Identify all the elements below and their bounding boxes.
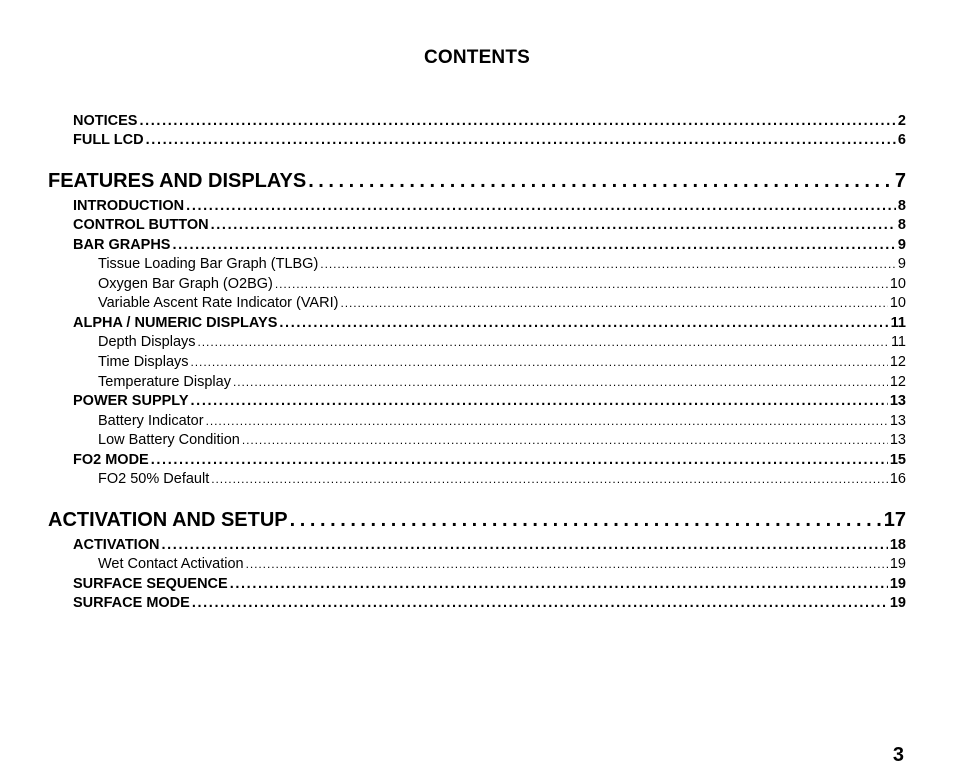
toc-entry-label: POWER SUPPLY — [73, 393, 189, 409]
dot-leader — [198, 335, 889, 349]
toc-section-label: FEATURES AND DISPLAYS — [48, 170, 307, 192]
toc-subentry-label: Time Displays — [98, 354, 189, 370]
toc-entry[interactable] — [73, 537, 906, 556]
dot-leader — [186, 198, 896, 214]
dot-leader — [275, 277, 888, 291]
dot-leader — [233, 375, 888, 389]
toc-subentry-page: 13 — [889, 413, 906, 429]
toc-entry-page: 2 — [897, 113, 906, 129]
toc-entry[interactable] — [73, 452, 906, 471]
toc-entry-label: BAR GRAPHS — [73, 237, 171, 253]
toc-subentry-label: Oxygen Bar Graph (O2BG) — [98, 276, 273, 292]
toc-entry[interactable] — [73, 217, 906, 236]
toc-entry-page: 8 — [897, 198, 906, 214]
dot-leader — [139, 113, 895, 129]
toc-subentry[interactable] — [98, 432, 906, 451]
dot-leader — [242, 433, 888, 447]
toc-entry-page: 13 — [889, 393, 906, 409]
toc-subentry-page: 11 — [890, 334, 906, 350]
toc-subentry-page: 13 — [889, 432, 906, 448]
dot-leader — [320, 257, 896, 271]
toc-entry[interactable] — [73, 132, 906, 151]
dot-leader — [172, 237, 895, 253]
toc-entry[interactable] — [73, 315, 906, 334]
toc-subentry[interactable] — [98, 295, 906, 314]
toc-section-label: ACTIVATION AND SETUP — [48, 509, 288, 531]
toc-section[interactable] — [48, 509, 906, 535]
dot-leader — [161, 537, 887, 553]
toc-subentry-page: 19 — [889, 556, 906, 572]
toc-subentry-page: 9 — [897, 256, 906, 272]
toc-entry[interactable] — [73, 393, 906, 412]
toc-entry-label: ACTIVATION — [73, 537, 160, 553]
toc-entry-page: 19 — [889, 576, 906, 592]
toc-entry-page: 8 — [897, 217, 906, 233]
toc-entry-label: NOTICES — [73, 113, 138, 129]
dot-leader — [211, 217, 896, 233]
dot-leader — [206, 414, 888, 428]
toc-section[interactable] — [48, 170, 906, 196]
toc-entry-label: FO2 MODE — [73, 452, 149, 468]
dot-leader — [146, 132, 896, 148]
toc-subentry-label: Tissue Loading Bar Graph (TLBG) — [98, 256, 319, 272]
toc-entry-page: 18 — [889, 537, 906, 553]
toc-subentry[interactable] — [98, 276, 906, 295]
toc-subentry[interactable] — [98, 413, 906, 432]
toc-entry-label: INTRODUCTION — [73, 198, 185, 214]
dot-leader — [279, 315, 888, 331]
toc-entry[interactable] — [73, 576, 906, 595]
dot-leader — [230, 576, 888, 592]
toc-subentry[interactable] — [98, 556, 906, 575]
toc-subentry-page: 12 — [889, 374, 906, 390]
dot-leader — [191, 393, 888, 409]
toc-section-page: 7 — [894, 170, 906, 192]
toc-entry[interactable] — [73, 198, 906, 217]
toc-subentry-page: 10 — [889, 276, 906, 292]
dot-leader — [211, 472, 888, 486]
toc-entry-label: SURFACE SEQUENCE — [73, 576, 228, 592]
toc-entry-label: ALPHA / NUMERIC DISPLAYS — [73, 315, 278, 331]
toc-subentry-label: Low Battery Condition — [98, 432, 240, 448]
toc-subentry-label: Variable Ascent Rate Indicator (VARI) — [98, 295, 339, 311]
dot-leader — [340, 296, 887, 310]
toc-entry[interactable] — [73, 595, 906, 614]
toc-section-page: 17 — [883, 509, 906, 531]
toc-subentry-page: 16 — [889, 471, 906, 487]
page-number: 3 — [892, 744, 904, 766]
toc-entry-page: 15 — [889, 452, 906, 468]
toc-subentry-label: Wet Contact Activation — [98, 556, 244, 572]
toc-entry-page: 9 — [897, 237, 906, 253]
toc-subentry-label: Temperature Display — [98, 374, 231, 390]
dot-leader — [308, 170, 893, 193]
page-title: CONTENTS — [423, 47, 531, 68]
toc-entry-label: FULL LCD — [73, 132, 144, 148]
toc-entry-label: CONTROL BUTTON — [73, 217, 209, 233]
toc-entry-page: 19 — [889, 595, 906, 611]
dot-leader — [191, 355, 888, 369]
toc-entry[interactable] — [73, 113, 906, 132]
dot-leader — [246, 557, 888, 571]
toc-entry-page: 11 — [890, 315, 906, 331]
toc-entry-page: 6 — [897, 132, 906, 148]
toc-entry[interactable] — [73, 237, 906, 256]
dot-leader — [151, 452, 888, 468]
toc-entry-label: SURFACE MODE — [73, 595, 190, 611]
toc-subentry-label: FO2 50% Default — [98, 471, 210, 487]
toc-subentry-label: Depth Displays — [98, 334, 196, 350]
toc-subentry[interactable] — [98, 354, 906, 373]
toc-subentry-page: 12 — [889, 354, 906, 370]
toc-subentry-page: 10 — [889, 295, 906, 311]
toc-subentry[interactable] — [98, 334, 906, 353]
toc-subentry[interactable] — [98, 256, 906, 275]
dot-leader — [192, 595, 888, 611]
toc-subentry[interactable] — [98, 374, 906, 393]
toc-subentry-label: Battery Indicator — [98, 413, 204, 429]
toc-subentry[interactable] — [98, 471, 906, 490]
dot-leader — [290, 509, 882, 532]
